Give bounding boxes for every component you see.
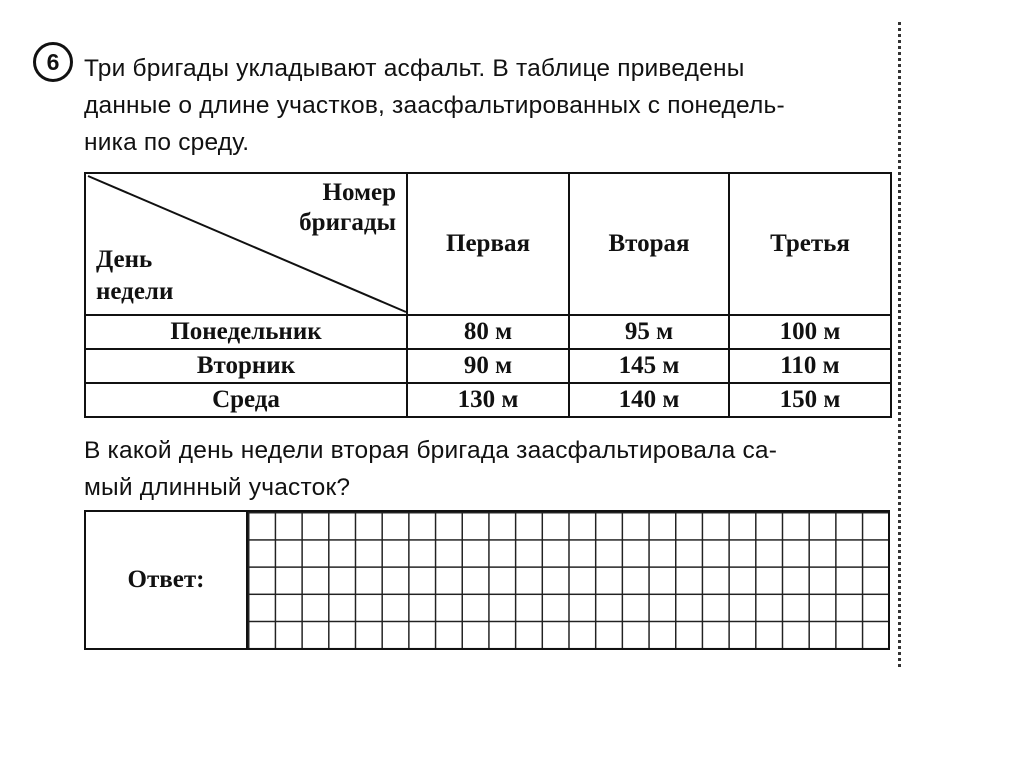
data-table xyxy=(84,172,892,418)
table-cell: 95 м xyxy=(569,315,729,349)
table-row xyxy=(85,315,891,349)
answer-label: Ответ: xyxy=(86,512,248,648)
table-cell: 80 м xyxy=(407,315,569,349)
table-cell: 145 м xyxy=(569,349,729,383)
table-header-row xyxy=(85,173,891,315)
table-cell: 90 м xyxy=(407,349,569,383)
intro-line: Три бригады укладывают асфальт. В таблице приведены xyxy=(84,55,745,82)
intro-line: ника по среду. xyxy=(84,129,250,156)
answer-grid[interactable] xyxy=(248,512,888,648)
column-header-second: Вторая xyxy=(569,173,729,315)
task-number-badge xyxy=(33,42,73,82)
table-cell: 140 м xyxy=(569,383,729,417)
question-line: В какой день недели вторая бригада заасфальтировала са- xyxy=(84,437,778,464)
table-row xyxy=(85,383,891,417)
day-header-label: День недели xyxy=(96,246,174,305)
table-row xyxy=(85,349,891,383)
question-line: мый длинный участок? xyxy=(84,474,351,501)
column-header-third: Третья xyxy=(729,173,891,315)
row-day-label: Понедельник xyxy=(85,315,407,349)
row-day-label: Среда xyxy=(85,383,407,417)
question-text xyxy=(84,432,890,506)
answer-box xyxy=(84,510,890,650)
brigade-header-label: Номер бригады xyxy=(299,179,396,236)
diagonal-header-cell xyxy=(85,173,407,315)
row-day-label: Вторник xyxy=(85,349,407,383)
intro-line: данные о длине участков, заасфальтированных с понедель- xyxy=(84,92,785,119)
table-cell: 100 м xyxy=(729,315,891,349)
table-cell: 110 м xyxy=(729,349,891,383)
table-cell: 150 м xyxy=(729,383,891,417)
cut-line xyxy=(898,22,901,667)
column-header-first: Первая xyxy=(407,173,569,315)
task-number: 6 xyxy=(46,48,60,75)
task-intro xyxy=(84,50,890,161)
table-cell: 130 м xyxy=(407,383,569,417)
